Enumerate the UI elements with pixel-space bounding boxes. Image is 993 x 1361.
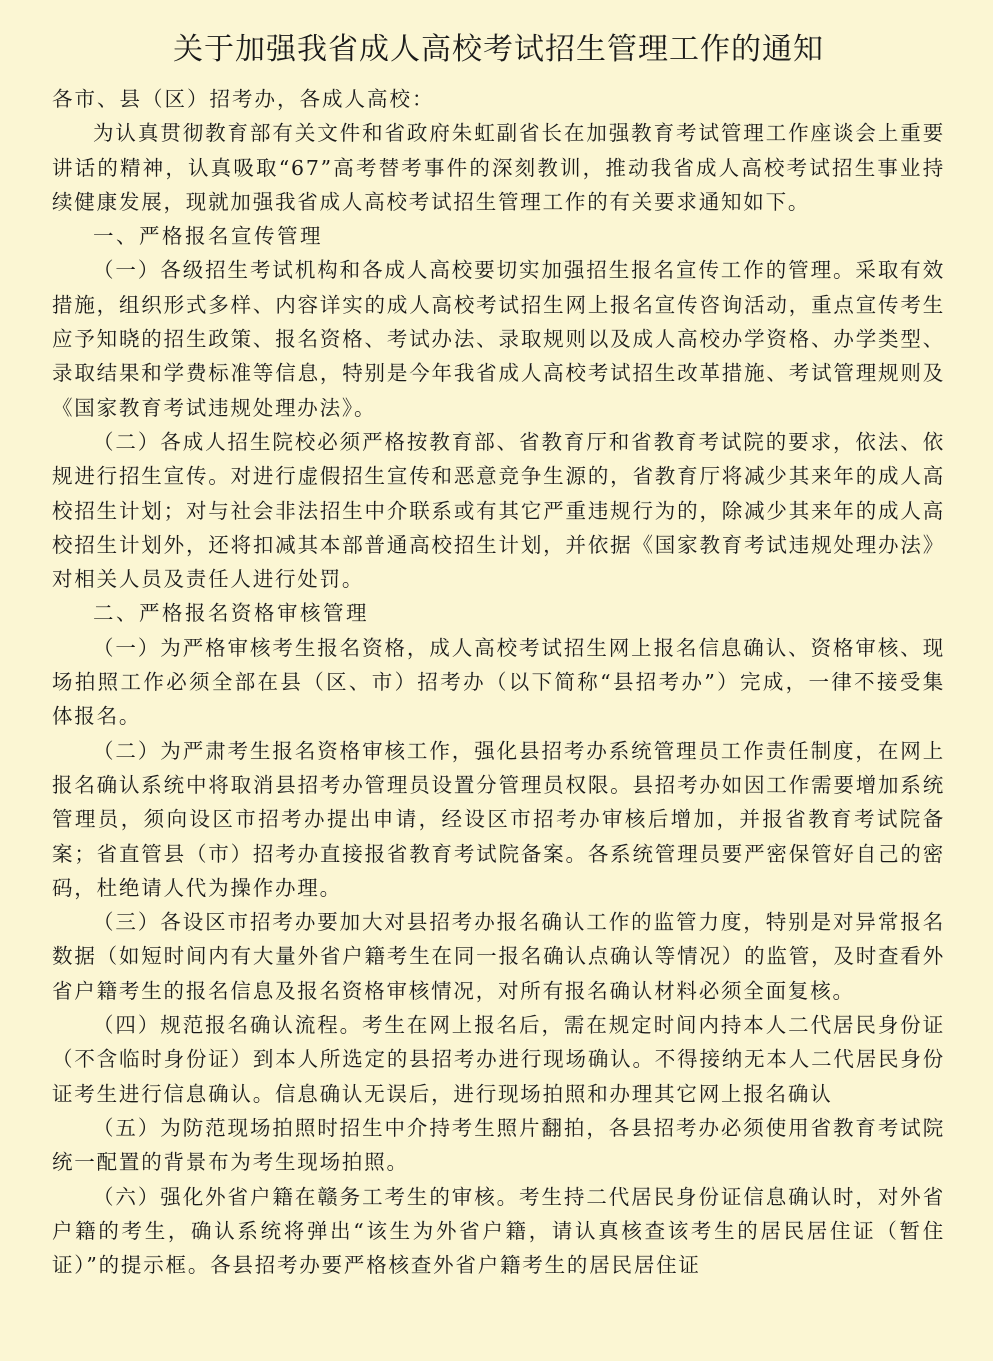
paragraph-2-5: （五）为防范现场拍照时招生中介持考生照片翻拍，各县招考办必须使用省教育考试院统一配置的背景布为考生现场拍照。 <box>52 1115 945 1175</box>
document-title: 关于加强我省成人高校考试招生管理工作的通知 <box>173 32 824 67</box>
paragraph-2-2: （二）为严肃考生报名资格审核工作，强化县招考办系统管理员工作责任制度，在网上报名确认系统中将取消县招考办管理员设置分管理员权限。县招考办如因工作需要增加系统管理员，须向设区市招考办提出申请，经设区市招考办审核后增加，并报省教育考试院备案；省直管县（市）招考办直接报省教育考试院备案。各系统管理员要严密保管好自己的密码，杜绝请人代为操作办理。 <box>52 738 945 900</box>
paragraph-2-4: （四）规范报名确认流程。考生在网上报名后，需在规定时间内持本人二代居民身份证（不含临时身份证）到本人所选定的县招考办进行现场确认。不得接纳无本人二代居民身份证考生进行信息确认。信息确认无误后，进行现场拍照和办理其它网上报名确认 <box>52 1013 945 1106</box>
paragraph-1-1: （一）各级招生考试机构和各成人高校要切实加强招生报名宣传工作的管理。采取有效措施，组织形式多样、内容详实的成人高校考试招生网上报名宣传咨询活动，重点宣传考生应予知晓的招生政策、报名资格、考试办法、录取规则以及成人高校办学资格、办学类型、录取结果和学费标准等信息，特别是今年我省成人高校考试招生改革措施、考试管理规则及《国家教育考试违规处理办法》。 <box>52 258 945 420</box>
document-body <box>52 116 945 1282</box>
paragraph-intro: 为认真贯彻教育部有关文件和省政府朱虹副省长在加强教育考试管理工作座谈会上重要讲话的精神，认真吸取“67”高考替考事件的深刻教训，推动我省成人高校考试招生事业持续健康发展，现就加强我省成人高校考试招生管理工作的有关要求通知如下。 <box>52 121 945 214</box>
section-heading-2: 二、严格报名资格审核管理 <box>93 601 369 626</box>
paragraph-2-6: （六）强化外省户籍在赣务工考生的审核。考生持二代居民身份证信息确认时，对外省户籍的考生，确认系统将弹出“该生为外省户籍，请认真核查该考生的居民居住证（暂住证）”的提示框。各县招考办要严格核查外省户籍考生的居民居住证 <box>52 1184 945 1278</box>
paragraph-2-1: （一）为严格审核考生报名资格，成人高校考试招生网上报名信息确认、资格审核、现场拍照工作必须全部在县（区、市）招考办（以下简称“县招考办”）完成，一律不接受集体报名。 <box>52 635 945 729</box>
greeting-line: 各市、县（区）招考办，各成人高校： <box>52 87 435 111</box>
paragraph-2-3: （三）各设区市招考办要加大对县招考办报名确认工作的监管力度，特别是对异常报名数据（如短时间内有大量外省户籍考生在同一报名确认点确认等情况）的监管，及时查看外省户籍考生的报名信息及报名资格审核情况，对所有报名确认材料必须全面复核。 <box>52 910 945 1003</box>
paragraph-1-2: （二）各成人招生院校必须严格按教育部、省教育厅和省教育考试院的要求，依法、依规进行招生宣传。对进行虚假招生宣传和恶意竞争生源的，省教育厅将减少其来年的成人高校招生计划；对与社会非法招生中介联系或有其它严重违规行为的，除减少其来年的成人高校招生计划外，还将扣减其本部普通高校招生计划，并依据《国家教育考试违规处理办法》对相关人员及责任人进行处罚。 <box>52 429 945 592</box>
section-heading-1: 一、严格报名宣传管理 <box>93 224 323 249</box>
